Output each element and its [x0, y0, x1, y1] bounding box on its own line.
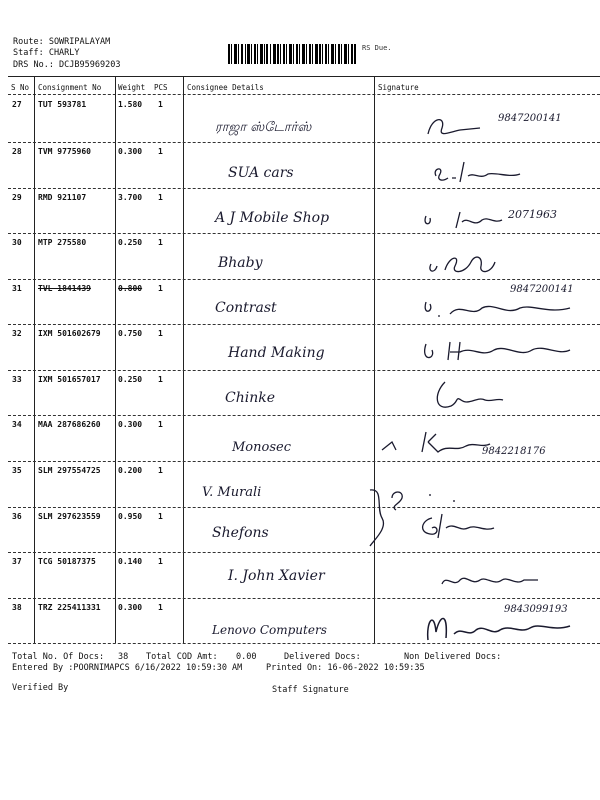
row-pcs: 1 [158, 420, 163, 429]
row-divider [8, 233, 600, 234]
row-weight: 0.950 [118, 512, 143, 521]
row-pcs: 1 [158, 284, 163, 293]
col-header-signature: Signature [378, 83, 419, 92]
col-header-consignee: Consignee Details [187, 83, 264, 92]
signature-mark [430, 158, 570, 188]
row-consignment: TVL 1841439 [38, 284, 91, 293]
row-weight: 0.250 [118, 375, 143, 384]
col-divider [183, 76, 184, 643]
signature-mark [378, 428, 498, 458]
row-pcs: 1 [158, 147, 163, 156]
route-label: Route: SOWRIPALAYAM [13, 37, 111, 47]
row-divider [8, 415, 600, 416]
row-sno: 31 [12, 284, 22, 293]
table-top-border [8, 76, 600, 77]
row-weight: 0.250 [118, 238, 143, 247]
non-delivered-docs-label: Non Delivered Docs: [404, 652, 502, 662]
signature-mark [425, 248, 515, 280]
staff-signature-label: Staff Signature [272, 685, 349, 695]
row-divider [8, 279, 600, 280]
row-consignee: Lenovo Computers [212, 623, 327, 637]
row-pcs: 1 [158, 512, 163, 521]
row-consignment: MTP 275580 [38, 238, 87, 247]
cod-value: 0.00 [236, 652, 257, 662]
row-pcs: 1 [158, 100, 163, 109]
row-weight: 0.750 [118, 329, 143, 338]
col-header-sno: S No [11, 83, 30, 92]
row-weight: 0.800 [118, 284, 143, 293]
row-consignee: Chinke [225, 390, 275, 406]
row-consignee: Monosec [232, 440, 291, 455]
signature-note: 9847200141 [498, 113, 562, 124]
row-weight: 0.300 [118, 147, 143, 156]
printed-on: Printed On: 16-06-2022 10:59:35 [266, 663, 425, 673]
row-sno: 35 [12, 466, 22, 475]
total-docs-label: Total No. Of Docs: [12, 652, 105, 662]
row-pcs: 1 [158, 557, 163, 566]
table-bottom-border [8, 643, 600, 644]
row-consignment: TUT 593781 [38, 100, 87, 109]
row-consignment: IXM 501657017 [38, 375, 101, 384]
row-pcs: 1 [158, 238, 163, 247]
row-consignment: TVM 9775960 [38, 147, 91, 156]
row-pcs: 1 [158, 329, 163, 338]
row-consignment: IXM 501602679 [38, 329, 101, 338]
row-consignment: SLM 297554725 [38, 466, 101, 475]
row-divider [8, 598, 600, 599]
row-sno: 37 [12, 557, 22, 566]
signature-mark [420, 336, 580, 366]
row-consignee: V. Murali [202, 485, 262, 500]
row-divider [8, 324, 600, 325]
row-pcs: 1 [158, 603, 163, 612]
signature-note: 2071963 [508, 208, 557, 221]
row-consignee: Shefons [212, 525, 269, 541]
row-divider [8, 552, 600, 553]
row-sno: 27 [12, 100, 22, 109]
signature-mark [438, 568, 548, 592]
delivered-docs-label: Delivered Docs: [284, 652, 361, 662]
row-divider [8, 370, 600, 371]
entered-by: Entered By :POORNIMAPCS 6/16/2022 10:59:30 AM [12, 663, 243, 673]
row-consignment: TRZ 225411331 [38, 603, 101, 612]
row-consignee: Contrast [215, 300, 277, 316]
row-sno: 32 [12, 329, 22, 338]
row-pcs: 1 [158, 466, 163, 475]
row-weight: 1.580 [118, 100, 143, 109]
row-sno: 30 [12, 238, 22, 247]
row-consignee: I. John Xavier [228, 568, 325, 584]
col-header-weight: Weight [118, 83, 146, 92]
row-sno: 28 [12, 147, 22, 156]
signature-mark [420, 294, 580, 324]
col-divider [374, 76, 375, 643]
col-divider [34, 76, 35, 643]
row-sno: 38 [12, 603, 22, 612]
row-consignment: TCG 50187375 [38, 557, 96, 566]
row-divider [8, 188, 600, 189]
staff-label: Staff: CHARLY [13, 48, 80, 58]
row-consignee: SUA cars [228, 165, 294, 181]
row-weight: 0.140 [118, 557, 143, 566]
col-header-consignment: Consignment No [38, 83, 102, 92]
row-weight: 0.300 [118, 420, 143, 429]
row-consignee: ராஜா ஸ்டோர்ஸ் [215, 120, 312, 135]
row-consignee: A J Mobile Shop [215, 210, 330, 226]
signature-mark [362, 484, 512, 554]
col-header-pcs: PCS [154, 83, 168, 92]
drs-number: DRS No.: DCJB95969203 [13, 60, 121, 70]
signature-mark [420, 206, 520, 232]
cod-label: Total COD Amt: [146, 652, 218, 662]
total-docs-value: 38 [118, 652, 129, 662]
row-consignee: Bhaby [218, 255, 263, 271]
row-sno: 36 [12, 512, 22, 521]
row-pcs: 1 [158, 193, 163, 202]
signature-note: 9842218176 [482, 446, 546, 457]
barcode-image [228, 44, 356, 64]
row-divider [8, 142, 600, 143]
row-consignee: Hand Making [228, 345, 325, 361]
row-weight: 3.700 [118, 193, 143, 202]
col-divider [115, 76, 116, 643]
row-divider [8, 461, 600, 462]
row-consignment: SLM 297623559 [38, 512, 101, 521]
row-sno: 33 [12, 375, 22, 384]
row-weight: 0.200 [118, 466, 143, 475]
row-consignment: RMD 921107 [38, 193, 87, 202]
row-pcs: 1 [158, 375, 163, 384]
row-sno: 29 [12, 193, 22, 202]
signature-note: 9843099193 [504, 604, 568, 615]
row-sno: 34 [12, 420, 22, 429]
signature-mark [425, 376, 515, 416]
verified-by-label: Verified By [12, 683, 69, 693]
rs-due-label: RS Due. [362, 44, 392, 52]
header-divider [8, 94, 600, 95]
signature-note: 9847200141 [510, 284, 574, 295]
row-weight: 0.300 [118, 603, 143, 612]
row-consignment: MAA 287686260 [38, 420, 101, 429]
